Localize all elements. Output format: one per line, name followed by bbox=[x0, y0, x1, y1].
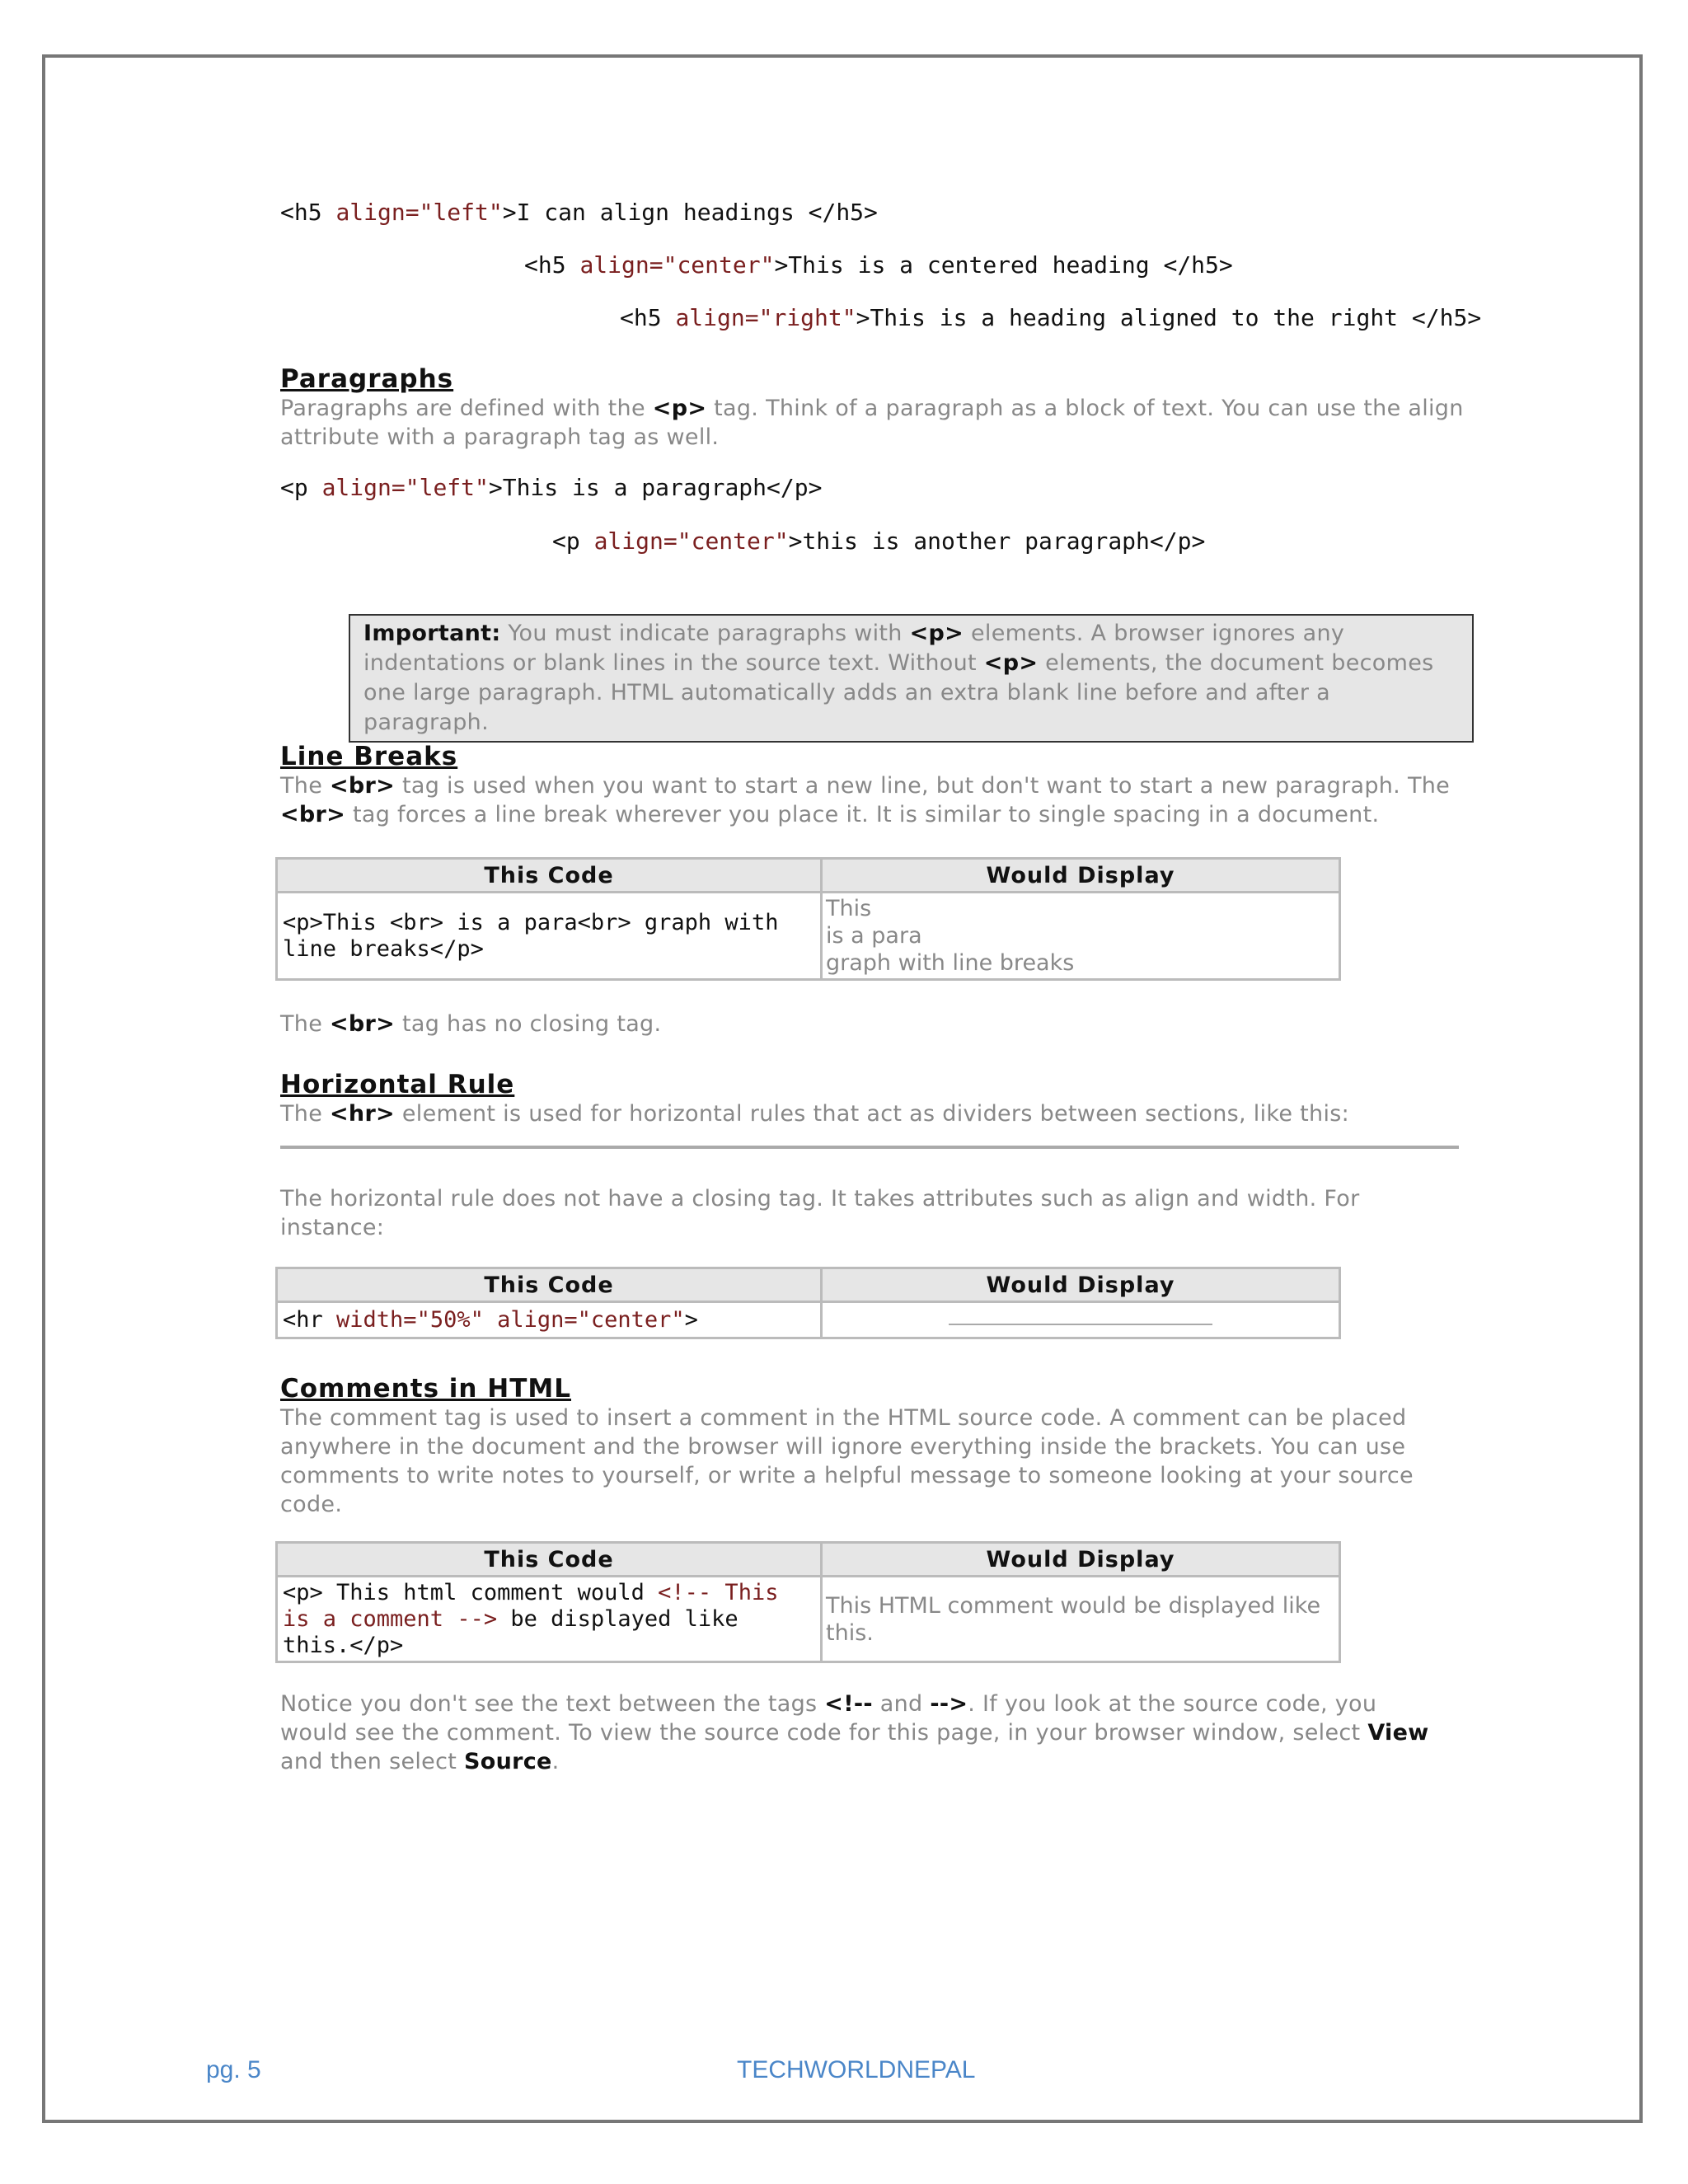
code-p-center: <p align="center">this is another paragraph</p> bbox=[552, 527, 1206, 555]
line-breaks-table bbox=[275, 857, 1341, 981]
code-h5-left: <h5 align="left">I can align headings </h5> bbox=[280, 199, 878, 226]
br-note: The <br> tag has no closing tag. bbox=[280, 1011, 662, 1037]
line-breaks-heading: Line Breaks bbox=[280, 742, 458, 771]
table-header-display: Would Display bbox=[822, 1543, 1340, 1577]
table-header-code: This Code bbox=[277, 859, 822, 893]
code-h5-center: <h5 align="center">This is a centered heading </h5> bbox=[524, 251, 1233, 279]
comments-text: The comment tag is used to insert a comment in the HTML source code. A comment can be placed anywhere in the document and the browser will ignore everything inside the brackets. You can use comments to write notes to yourself, or write a helpful message to someone looking at your source code. bbox=[280, 1405, 1414, 1517]
table-cell-display bbox=[822, 1302, 1340, 1338]
table-header-code: This Code bbox=[277, 1268, 822, 1302]
table-header-code: This Code bbox=[277, 1543, 822, 1577]
comments-table bbox=[275, 1541, 1341, 1663]
comments-notice: Notice you don't see the text between the tags <!-- and -->. If you look at the source code, you would see the comment. To view the source code for this page, in your browser window, select View and then select Source. bbox=[280, 1691, 1429, 1774]
page-number: pg. 5 bbox=[206, 2056, 261, 2083]
hr-table bbox=[275, 1267, 1341, 1339]
comments-heading: Comments in HTML bbox=[280, 1374, 571, 1404]
horizontal-rule-after: The horizontal rule does not have a closing tag. It takes attributes such as align and width. For instance: bbox=[280, 1186, 1360, 1240]
horizontal-rule-text: The <hr> element is used for horizontal rules that act as dividers between sections, like this: bbox=[280, 1101, 1350, 1127]
table-cell-display: This HTML comment would be displayed like this. bbox=[822, 1577, 1340, 1662]
table-cell-code: <p> This html comment would <!-- This is a comment --> be displayed like this.</p> bbox=[277, 1577, 822, 1662]
important-note: Important: You must indicate paragraphs with <p> elements. A browser ignores any indentations or blank lines in the source text. Without <p> elements, the document becomes one large paragraph. HTML automatically adds an extra blank line before and after a paragraph. bbox=[349, 614, 1474, 743]
table-cell-code: <p>This <br> is a para<br> graph with line breaks</p> bbox=[277, 893, 822, 980]
table-cell-code: <hr width="50%" align="center"> bbox=[277, 1302, 822, 1338]
table-cell-display: This is a para graph with line breaks bbox=[822, 893, 1340, 980]
table-header-display: Would Display bbox=[822, 1268, 1340, 1302]
footer-brand: TECHWORLDNEPAL bbox=[737, 2056, 976, 2083]
horizontal-rule-heading: Horizontal Rule bbox=[280, 1070, 515, 1099]
half-width-rule bbox=[949, 1324, 1212, 1325]
line-breaks-text: The <br> tag is used when you want to start a new line, but don't want to start a new paragraph. The <br> tag forces a line break wherever you place it. It is similar to single spacing in a document. bbox=[280, 773, 1451, 827]
code-h5-right: <h5 align="right">This is a heading aligned to the right </h5> bbox=[620, 304, 1482, 331]
horizontal-rule-sample bbox=[280, 1146, 1459, 1149]
code-p-left: <p align="left">This is a paragraph</p> bbox=[280, 474, 823, 501]
paragraphs-text: Paragraphs are defined with the <p> tag. Think of a paragraph as a block of text. You can use the align attribute with a paragraph tag as well. bbox=[280, 396, 1464, 450]
table-header-display: Would Display bbox=[822, 859, 1340, 893]
paragraphs-heading: Paragraphs bbox=[280, 364, 454, 394]
